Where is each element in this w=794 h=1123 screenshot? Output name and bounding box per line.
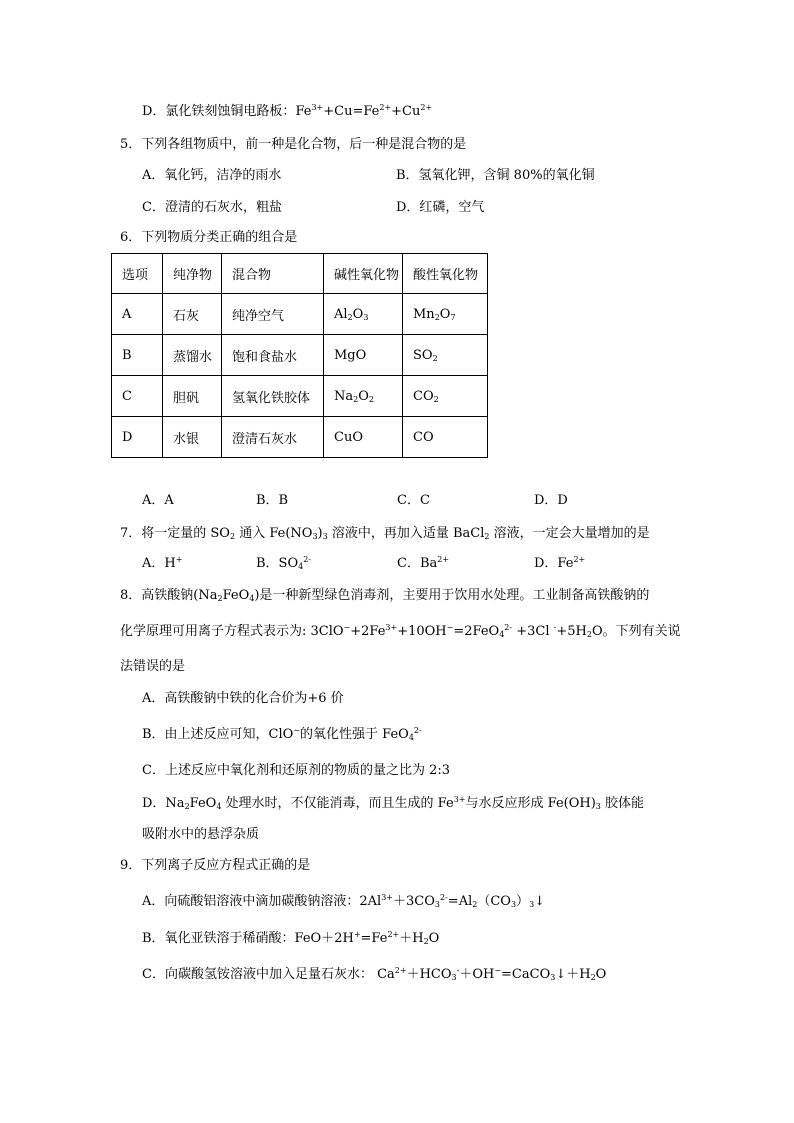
q9-option-b: B．氧化亚铁溶于稀硝酸：$FeO+2H^+=Fe^{2+}+H_2O$ [142, 930, 440, 946]
classification-table [111, 253, 488, 458]
table-cell: $Al_2O_3$ [324, 294, 403, 335]
q5-option-d: D．红磷，空气 [396, 200, 485, 215]
table-cell: A [112, 294, 163, 335]
q6-option-c: C．C [397, 493, 430, 508]
q7-option-a: A．H+ [142, 555, 183, 571]
table-header-cell: 碱性氧化物 [324, 254, 403, 294]
q8-stem-line-2: 化学原理可用离子方程式表示为: $3ClO^-+2Fe^{3+}+10OH^-=2FeO_4^{2-} +3Cl$ $^-+5H_2O$。下列有关说 [120, 623, 681, 639]
table-cell: 纯净空气 [222, 294, 324, 335]
table-cell: MgO [324, 335, 403, 376]
table-cell: 饱和食盐水 [222, 335, 324, 376]
q8-option-a: A．高铁酸钠中铁的化合价为+6 价 [142, 691, 344, 706]
table-cell: $CO_2$ [403, 376, 488, 417]
q5-option-c: C．澄清的石灰水，粗盐 [142, 200, 282, 215]
q6-stem: 6．下列物质分类正确的组合是 [120, 230, 298, 245]
q5-stem: 5．下列各组物质中，前一种是化合物，后一种是混合物的是 [120, 137, 467, 152]
table-cell: 蒸馏水 [163, 335, 222, 376]
table-cell: CO [403, 417, 488, 458]
table-cell: 石灰 [163, 294, 222, 335]
table-cell: $Mn_2O_7$ [403, 294, 488, 335]
q7-option-b: B．$SO_4^{2-}$ [256, 555, 312, 571]
q8-option-d-line-1: D．$Na_2FeO_4$ 处理水时，不仅能消毒，而且生成的 $Fe^{3+}$与水反应形成 $Fe(OH)_3$ 胶体能 [142, 795, 645, 811]
table-cell: 澄清石灰水 [222, 417, 324, 458]
table-row [112, 294, 488, 335]
q8-option-d-line-2: 吸附水中的悬浮杂质 [142, 827, 260, 842]
q4-option-d [142, 103, 432, 121]
table-header-cell: 酸性氧化物 [403, 254, 488, 294]
q9-option-a: A．向硫酸铝溶液中滴加碳酸钠溶液：$2Al^{3+}+3CO_3^{2-}=Al_2(CO_3)_3↓$ [142, 893, 546, 909]
q4-option-d-equation: $Fe^{3+}+Cu=Fe^{2+}+Cu^{2+}$ [295, 103, 433, 119]
q6-option-a: A．A [142, 493, 174, 508]
q9-option-c: C．向碳酸氢铵溶液中加入足量石灰水： $Ca^{2+}+HCO_3^-+OH^-=CaCO_3↓+H_2O$ [142, 966, 607, 982]
q8-stem-line-3: 法错误的是 [120, 659, 186, 674]
table-header-cell: 混合物 [222, 254, 324, 294]
table-row [112, 417, 488, 458]
q6-option-b: B．B [256, 493, 289, 508]
q7-option-d: D．$Fe^{2+}$ [534, 555, 586, 571]
q6-option-d: D．D [534, 493, 568, 508]
q7-stem: 7．将一定量的 $SO_2$ 通入 $Fe(NO_3)_3$ 溶液中，再加入适量 BaCl$_2$ 溶液，一定会大量增加的是 [120, 526, 650, 541]
table-header-cell: 选项 [112, 254, 163, 294]
q8-option-c: C．上述反应中氧化剂和还原剂的物质的量之比为 2:3 [142, 763, 451, 778]
q4-option-d-label: D．氯化铁刻蚀铜电路板： [142, 104, 296, 119]
table-cell: C [112, 376, 163, 417]
q7-option-c: C．$Ba^{2+}$ [397, 555, 450, 571]
table-cell: 水银 [163, 417, 222, 458]
q9-stem: 9．下列离子反应方程式正确的是 [120, 858, 311, 873]
table-cell: B [112, 335, 163, 376]
table-header-row [112, 254, 488, 294]
table-row [112, 335, 488, 376]
table-cell: CuO [324, 417, 403, 458]
q8-option-b: B．由上述反应可知，ClO−的氧化性强于 FeO$_4^{2-}$ [142, 726, 422, 742]
table-row [112, 376, 488, 417]
q5-option-a: A．氧化钙，洁净的雨水 [142, 168, 282, 183]
table-cell: $SO_2$ [403, 335, 488, 376]
q8-stem-line-1: 8．高铁酸钠$(Na_2FeO_4)$是一种新型绿色消毒剂，主要用于饮用水处理。工业制备高铁酸钠的 [120, 588, 650, 603]
table-cell: 氢氧化铁胶体 [222, 376, 324, 417]
table-cell: $Na_2O_2$ [324, 376, 403, 417]
q5-option-b: B．氢氧化钾，含铜 80%的氧化铜 [396, 168, 595, 183]
table-cell: D [112, 417, 163, 458]
table-header-cell: 纯净物 [163, 254, 222, 294]
table-cell: 胆矾 [163, 376, 222, 417]
